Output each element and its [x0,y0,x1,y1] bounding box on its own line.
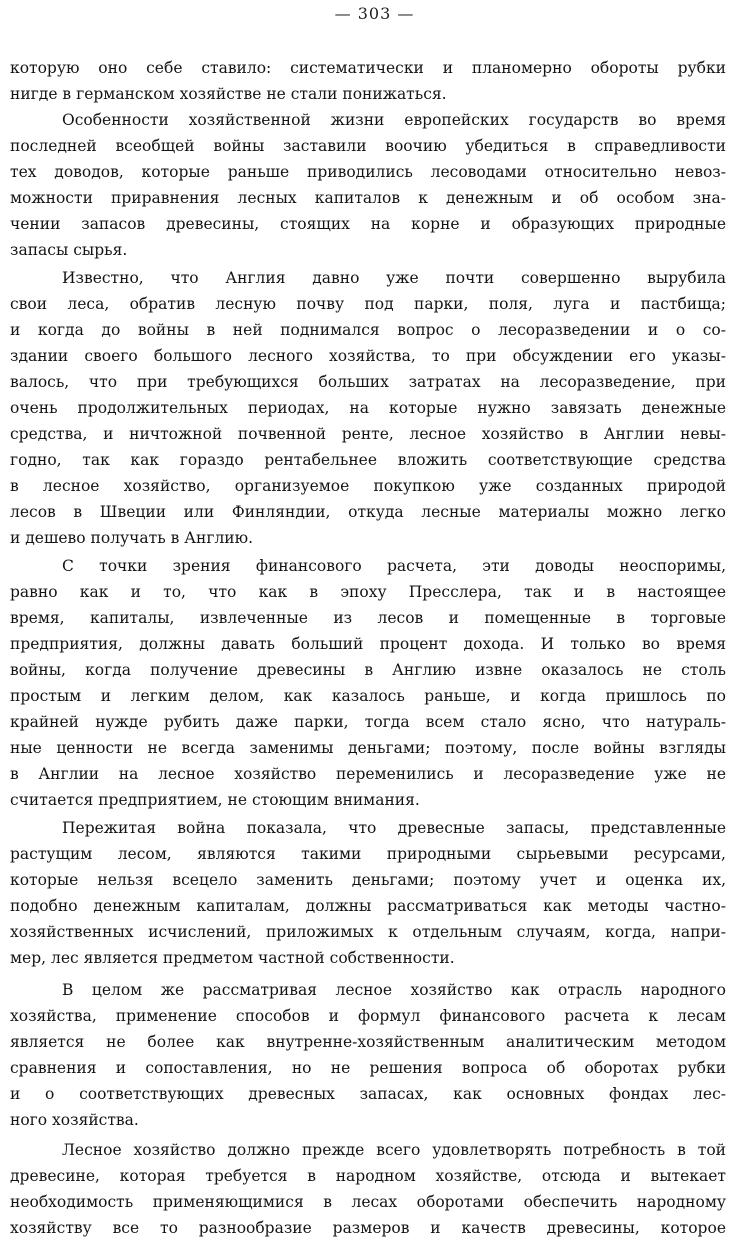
text-line: и когда до войны в ней поднимался вопрос о лесоразведении и о со- [10,321,726,339]
text-line: которую оно себе ставило: систематически и планомерно обороты рубки [10,59,726,77]
text-line: очень продолжительных периодах, на которые нужно завязать денежные [10,399,726,417]
text-line: лесов в Швеции или Финляндии, откуда лесные материалы можно легко [10,503,726,521]
text-line: растущим лесом, являются такими природными сырьевыми ресурсами, [10,845,726,863]
text-line: мер, лес является предметом частной собственности. [10,949,455,967]
text-line: крайней нужде рубить даже парки, тогда всем стало ясно, что натураль- [10,713,726,731]
text-line: войны, когда получение древесины в Англию извне оказалось не столь [10,661,726,679]
text-line: Пережитая война показала, что древесные запасы, представленные [62,819,726,837]
text-line: Известно, что Англия давно уже почти совершенно вырубила [62,269,726,287]
text-line: можности приравнения лесных капиталов к денежным и об особом зна- [10,189,726,207]
text-line: Особенности хозяйственной жизни европейских государств во время [62,111,726,129]
text-line: считается предприятием, не стоющим внимания. [10,791,420,809]
text-line: в Англии на лесное хозяйство переменились и лесоразведение уже не [10,765,726,783]
text-line: В целом же рассматривая лесное хозяйство как отрасль народного [62,981,726,999]
text-line: в лесное хозяйство, организуемое покупкою уже созданных природой [10,477,726,495]
text-line: запасы сырья. [10,241,128,259]
text-line: которые нельзя всецело заменить деньгами; поэтому учет и оценка их, [10,871,726,889]
text-line: время, капиталы, извлеченные из лесов и помещенные в торговые [10,609,726,627]
text-line: годно, так как гораздо рентабельнее вложить соответствующие средства [10,451,726,469]
text-line: предприятия, должны давать больший процент дохода. И только во время [10,635,726,653]
text-line: средства, и ничтожной почвенной ренте, лесное хозяйство в Англии невы- [10,425,726,443]
text-line: тех доводов, которые раньше приводились лесоводами относительно невоз- [10,163,726,181]
text-line: здании своего большого лесного хозяйства, то при обсуждении его указы- [10,347,726,365]
text-line: ные ценности не всегда заменимы деньгами; поэтому, после войны взгляды [10,739,726,757]
text-line: необходимость применяющимися в лесах оборотами обеспечить народному [10,1193,726,1211]
text-line: равно как и то, что как в эпоху Пресслера, так и в настоящее [10,583,726,601]
text-line: древесине, которая требуется в народном хозяйстве, отсюда и вытекает [10,1167,726,1185]
text-line: последней всеобщей войны заставили воочию убедиться в справедливости [10,137,726,155]
page-number: — 303 — [334,4,415,23]
text-line: хозяйству все то разнообразие размеров и качеств древесины, которое [10,1219,726,1237]
text-line: является не более как внутренне-хозяйственным аналитическим методом [10,1033,726,1051]
text-line: и о соответствующих древесных запасах, как основных фондах лес- [10,1085,726,1103]
text-line: ного хозяйства. [10,1111,139,1129]
text-line: и дешево получать в Англию. [10,529,254,547]
text-line: хозяйства, применение способов и формул финансового расчета к лесам [10,1007,726,1025]
text-line: подобно денежным капиталам, должны рассматриваться как методы частно- [10,897,726,915]
text-line: нигде в германском хозяйстве не стали понижаться. [10,85,447,103]
text-line: чении запасов древесины, стоящих на корне и образующих природные [10,215,726,233]
text-line: С точки зрения финансового расчета, эти доводы неоспоримы, [62,557,726,575]
text-line: валось, что при требующихся больших затратах на лесоразведение, при [10,373,726,391]
text-line: сравнения и сопоставления, но не решения вопроса об оборотах рубки [10,1059,726,1077]
text-line: свои леса, обратив лесную почву под парки, поля, луга и пастбища; [10,295,726,313]
text-line: Лесное хозяйство должно прежде всего удовлетворять потребность в той [62,1141,726,1159]
text-line: простым и легким делом, как казалось раньше, и когда пришлось по [10,687,726,705]
text-line: хозяйственных исчислений, приложимых к отдельным случаям, когда, напри- [10,923,726,941]
